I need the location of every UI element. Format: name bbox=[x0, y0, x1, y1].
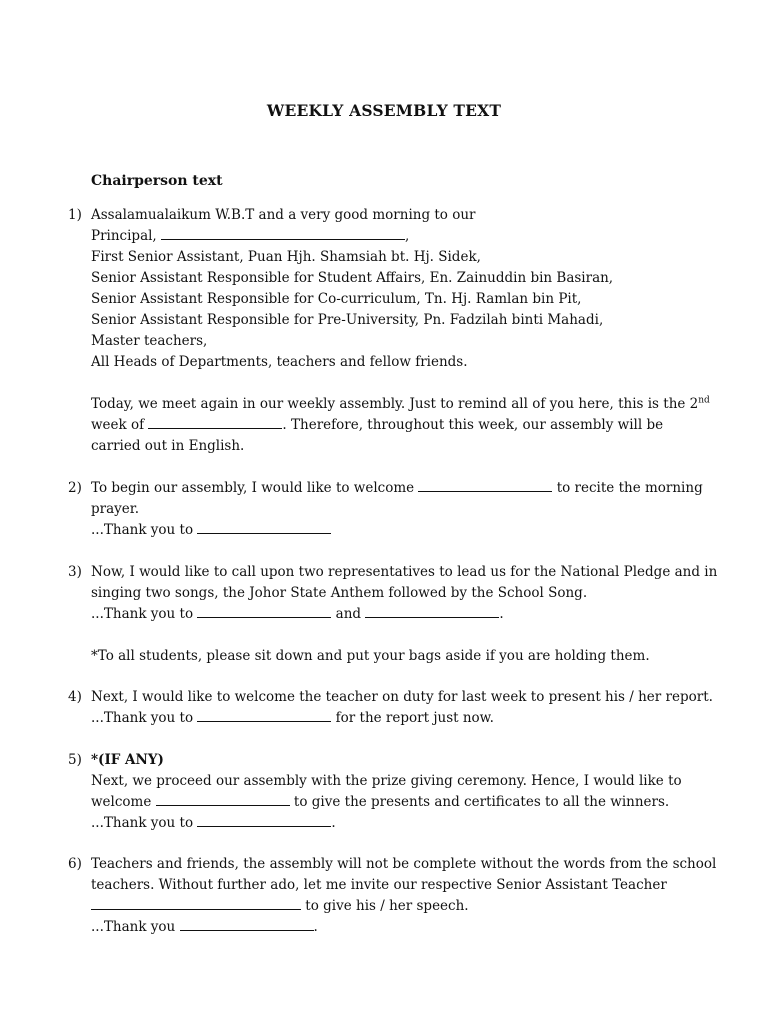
ordinal-suffix: nd bbox=[698, 395, 710, 406]
fill-in-blank[interactable] bbox=[161, 226, 405, 240]
text-fragment: . bbox=[331, 815, 336, 831]
item-number: 4) bbox=[68, 689, 82, 705]
text-line bbox=[91, 813, 691, 834]
text-fragment: ...Thank you to bbox=[91, 522, 198, 538]
text-line: Senior Assistant Responsible for Pre-University, Pn. Fadzilah binti Mahadi, bbox=[91, 312, 604, 328]
text-line: teachers. Without further ado, let me invite our respective Senior Assistant Teacher bbox=[91, 877, 667, 893]
text-fragment: to recite the morning bbox=[552, 480, 703, 496]
item-1 bbox=[91, 205, 691, 373]
text-line bbox=[91, 708, 691, 729]
item-number: 6) bbox=[68, 856, 82, 872]
text-fragment: welcome bbox=[91, 794, 156, 810]
text-line bbox=[91, 415, 691, 436]
text-fragment: . bbox=[499, 606, 504, 622]
section-heading: Chairperson text bbox=[91, 173, 223, 189]
text-fragment: ...Thank you to bbox=[91, 606, 198, 622]
text-fragment: , bbox=[405, 228, 410, 244]
text-fragment: Principal, bbox=[91, 228, 162, 244]
text-line: Senior Assistant Responsible for Co-curriculum, Tn. Hj. Ramlan bin Pit, bbox=[91, 291, 582, 307]
fill-in-blank[interactable] bbox=[197, 520, 331, 534]
text-line: prayer. bbox=[91, 501, 140, 517]
text-line: *To all students, please sit down and put your bags aside if you are holding them. bbox=[91, 648, 650, 664]
fill-in-blank[interactable] bbox=[197, 604, 331, 618]
text-fragment: ...Thank you bbox=[91, 919, 180, 935]
text-fragment: Today, we meet again in our weekly assembly. Just to remind all of you here, this is the 2 bbox=[91, 396, 699, 412]
text-fragment: ...Thank you to bbox=[91, 710, 198, 726]
item-3 bbox=[91, 562, 718, 625]
item-number: 3) bbox=[68, 564, 82, 580]
text-line: First Senior Assistant, Puan Hjh. Shamsiah bt. Hj. Sidek, bbox=[91, 249, 481, 265]
document-title: WEEKLY ASSEMBLY TEXT bbox=[266, 101, 502, 120]
fill-in-blank[interactable] bbox=[148, 415, 282, 429]
item-5 bbox=[91, 750, 691, 834]
text-line bbox=[91, 478, 703, 499]
text-line bbox=[91, 750, 691, 771]
text-line bbox=[91, 896, 691, 917]
text-fragment: week of bbox=[91, 417, 149, 433]
item-2 bbox=[91, 478, 703, 541]
text-fragment: and bbox=[331, 606, 366, 622]
text-line: Next, we proceed our assembly with the prize giving ceremony. Hence, I would like to bbox=[91, 773, 682, 789]
fill-in-blank[interactable] bbox=[365, 604, 499, 618]
item-number: 5) bbox=[68, 752, 82, 768]
text-line: Now, I would like to call upon two representatives to lead us for the National Pledge and in bbox=[91, 564, 718, 580]
fill-in-blank[interactable] bbox=[197, 708, 331, 722]
text-line: Master teachers, bbox=[91, 333, 208, 349]
text-fragment: ...Thank you to bbox=[91, 815, 198, 831]
item-4 bbox=[91, 687, 713, 729]
text-line: singing two songs, the Johor State Anthem followed by the School Song. bbox=[91, 585, 588, 601]
item-number: 2) bbox=[68, 480, 82, 496]
item-1-paragraph-2 bbox=[91, 394, 710, 457]
item-6 bbox=[91, 854, 717, 938]
item-number: 1) bbox=[68, 207, 82, 223]
text-fragment: to give his / her speech. bbox=[301, 898, 469, 914]
text-line bbox=[91, 394, 710, 415]
text-fragment: . Therefore, throughout this week, our assembly will be bbox=[282, 417, 664, 433]
fill-in-blank[interactable] bbox=[180, 917, 314, 931]
fill-in-blank[interactable] bbox=[418, 478, 552, 492]
fill-in-blank[interactable] bbox=[156, 792, 290, 806]
text-fragment: to give the presents and certificates to all the winners. bbox=[289, 794, 670, 810]
text-line bbox=[91, 604, 691, 625]
text-line bbox=[91, 226, 691, 247]
text-line bbox=[91, 520, 691, 541]
if-any-label: *(IF ANY) bbox=[91, 752, 164, 768]
text-line: Assalamualaikum W.B.T and a very good morning to our bbox=[91, 207, 476, 223]
text-fragment: . bbox=[313, 919, 318, 935]
fill-in-blank[interactable] bbox=[197, 813, 331, 827]
students-note bbox=[91, 646, 691, 667]
text-line bbox=[91, 917, 691, 938]
text-line: Senior Assistant Responsible for Student Affairs, En. Zainuddin bin Basiran, bbox=[91, 270, 614, 286]
text-line: All Heads of Departments, teachers and fellow friends. bbox=[91, 354, 468, 370]
fill-in-blank[interactable] bbox=[91, 896, 301, 910]
text-line: carried out in English. bbox=[91, 438, 245, 454]
text-line bbox=[91, 792, 691, 813]
text-fragment: To begin our assembly, I would like to welcome bbox=[91, 480, 419, 496]
text-fragment: for the report just now. bbox=[331, 710, 494, 726]
text-line: Next, I would like to welcome the teacher on duty for last week to present his / her report. bbox=[91, 689, 713, 705]
text-line: Teachers and friends, the assembly will not be complete without the words from the school bbox=[91, 856, 717, 872]
